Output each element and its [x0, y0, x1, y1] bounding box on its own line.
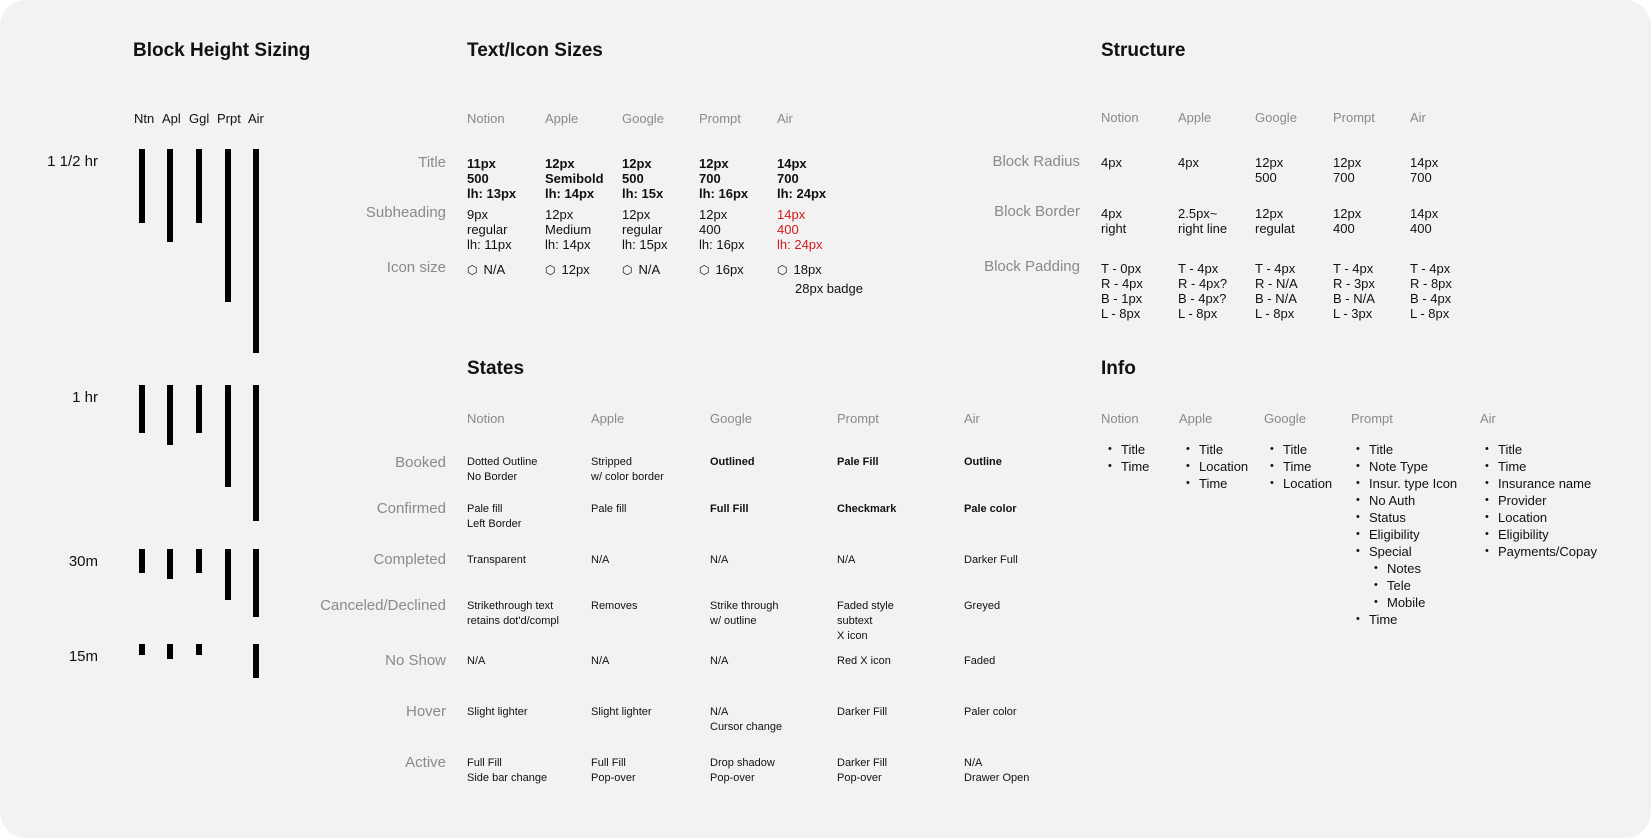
list-item: • Title — [1485, 441, 1597, 458]
list-item: • Title — [1186, 441, 1248, 458]
sts-active-google: Drop shadow Pop-over — [710, 757, 775, 784]
sts-booked-notion: Dotted Outline No Border — [467, 456, 538, 483]
sts-completed-notion: Transparent — [467, 554, 526, 566]
info-col-apple: Apple — [1179, 411, 1213, 426]
list-item: • Time — [1108, 458, 1149, 475]
ti-col-prompt: Prompt — [699, 111, 741, 126]
states-title: States — [467, 358, 525, 379]
ti-row-title: Title — [418, 154, 446, 171]
ti-title-prompt: 12px 700 lh: 16px — [699, 156, 749, 201]
sts-completed-apple: N/A — [591, 554, 610, 566]
info-title: Info — [1101, 358, 1136, 379]
sts-canceled-notion: Strikethrough text retains dot'd/compl — [467, 600, 559, 627]
ti-icon-google-value: N/A — [638, 262, 661, 277]
sts-noshow-notion: N/A — [467, 655, 486, 667]
info-col-notion: Notion — [1101, 411, 1139, 426]
sts-noshow-air: Faded — [964, 655, 996, 667]
list-item: • Eligibility — [1485, 526, 1597, 543]
bh-label-15m: 15m — [68, 648, 98, 665]
st-radius-google: 12px 500 — [1255, 155, 1284, 185]
list-item: • Location — [1485, 509, 1597, 526]
sts-hover-google: N/A Cursor change — [710, 706, 783, 733]
sts-confirmed-prompt: Checkmark — [837, 503, 897, 515]
bh-col-air: Air — [248, 111, 264, 126]
st-border-prompt: 12px 400 — [1333, 206, 1362, 236]
bh-col-ggl: Ggl — [189, 111, 210, 126]
bar-ntn-15m — [139, 644, 145, 655]
list-item: • Location — [1270, 475, 1332, 492]
sts-completed-google: N/A — [710, 554, 729, 566]
st-padding-notion: T - 0px R - 4px B - 1px L - 8px — [1101, 261, 1143, 321]
ti-icon-google — [622, 262, 660, 278]
text-icon-title: Text/Icon Sizes — [467, 40, 603, 61]
info-list-notion — [1108, 441, 1149, 475]
st-padding-apple: T - 4px R - 4px? B - 4px? L - 8px — [1178, 261, 1228, 321]
sts-hover-notion: Slight lighter — [467, 706, 528, 718]
sts-col-prompt: Prompt — [837, 411, 879, 426]
sts-hover-prompt: Darker Fill — [837, 706, 888, 718]
sts-row-booked: Booked — [395, 454, 446, 471]
sts-active-prompt: Darker Fill Pop-over — [837, 757, 888, 784]
list-item: • Special — [1356, 543, 1457, 560]
sts-active-notion: Full Fill Side bar change — [467, 757, 548, 784]
st-padding-prompt: T - 4px R - 3px B - N/A L - 3px — [1333, 261, 1375, 321]
ti-icon-notion — [467, 262, 505, 278]
list-subitem: • Tele — [1356, 577, 1457, 594]
list-item: • Title — [1108, 441, 1149, 458]
list-item: • No Auth — [1356, 492, 1457, 509]
st-row-padding: Block Padding — [984, 258, 1080, 275]
list-item: • Time — [1186, 475, 1248, 492]
ti-col-apple: Apple — [545, 111, 579, 126]
bar-ggl-60m — [196, 385, 202, 433]
list-item: • Title — [1270, 441, 1332, 458]
bar-ntn-90m — [139, 149, 145, 223]
sts-row-confirmed: Confirmed — [376, 500, 446, 517]
block-height-title: Block Height Sizing — [133, 40, 311, 61]
sts-noshow-apple: N/A — [591, 655, 610, 667]
st-border-apple: 2.5px~ right line — [1178, 206, 1228, 236]
info-list-prompt — [1356, 441, 1457, 628]
ti-row-icon-size: Icon size — [386, 259, 446, 276]
list-subitem: • Notes — [1356, 560, 1457, 577]
hexagon-icon: ⬡ — [467, 263, 478, 277]
sts-booked-apple: Stripped w/ color border — [591, 456, 664, 483]
st-col-apple: Apple — [1178, 110, 1212, 125]
sts-row-canceled: Canceled/Declined — [320, 597, 446, 614]
ti-row-subheading: Subheading — [365, 204, 446, 221]
st-border-google: 12px regulat — [1255, 206, 1295, 236]
hexagon-icon: ⬡ — [777, 263, 788, 277]
ti-title-air: 14px 700 lh: 24px — [777, 156, 827, 201]
bar-prpt-60m — [225, 385, 231, 487]
bh-label-90m: 1 1/2 hr — [47, 153, 98, 170]
st-radius-prompt: 12px 700 — [1333, 155, 1362, 185]
ti-title-notion: 11px 500 lh: 13px — [467, 156, 517, 201]
st-radius-apple: 4px — [1178, 155, 1199, 170]
sts-col-notion: Notion — [467, 411, 505, 426]
ti-icon-apple-value: 12px — [561, 262, 590, 277]
sts-row-active: Active — [405, 754, 446, 771]
info-col-google: Google — [1264, 411, 1306, 426]
st-padding-google: T - 4px R - N/A B - N/A L - 8px — [1255, 261, 1298, 321]
sts-completed-prompt: N/A — [837, 554, 856, 566]
sts-canceled-apple: Removes — [591, 600, 638, 612]
bar-ntn-60m — [139, 385, 145, 433]
ti-icon-air-badge: 28px badge — [795, 281, 863, 296]
sts-completed-air: Darker Full — [964, 554, 1018, 566]
sts-noshow-prompt: Red X icon — [837, 655, 891, 667]
bar-prpt-30m — [225, 549, 231, 600]
hexagon-icon: ⬡ — [622, 263, 633, 277]
sts-row-completed: Completed — [373, 551, 446, 568]
bar-ggl-15m — [196, 644, 202, 655]
info-list-google — [1270, 441, 1332, 492]
sts-canceled-prompt: Faded style subtext X icon — [837, 600, 894, 642]
sts-hover-air: Paler color — [964, 706, 1017, 718]
ti-sub-air: 14px 400 lh: 24px — [777, 207, 823, 252]
bh-label-60m: 1 hr — [72, 389, 98, 406]
bar-air-30m — [253, 549, 259, 617]
sts-col-air: Air — [964, 411, 980, 426]
hexagon-icon: ⬡ — [699, 263, 710, 277]
bar-apl-90m — [167, 149, 173, 242]
list-item: • Time — [1356, 611, 1457, 628]
bar-air-60m — [253, 385, 259, 521]
ti-title-apple: 12px Semibold lh: 14px — [545, 156, 604, 201]
list-item: • Note Type — [1356, 458, 1457, 475]
hexagon-icon: ⬡ — [545, 263, 556, 277]
bar-apl-15m — [167, 644, 173, 659]
ti-sub-notion: 9px regular lh: 11px — [467, 207, 512, 252]
sts-row-hover: Hover — [405, 703, 446, 720]
list-item: • Status — [1356, 509, 1457, 526]
list-subitem: • Mobile — [1356, 594, 1457, 611]
list-item: • Provider — [1485, 492, 1597, 509]
ti-icon-apple — [545, 262, 590, 278]
info-col-air: Air — [1480, 411, 1496, 426]
ti-icon-air-value: 18px — [793, 262, 822, 277]
list-item: • Eligibility — [1356, 526, 1457, 543]
bar-apl-60m — [167, 385, 173, 445]
bh-label-30m: 30m — [68, 553, 98, 570]
bar-apl-30m — [167, 549, 173, 579]
sts-booked-air: Outline — [964, 456, 1002, 468]
st-radius-air: 14px 700 — [1410, 155, 1439, 185]
ti-title-google: 12px 500 lh: 15x — [622, 156, 664, 201]
list-item: • Location — [1186, 458, 1248, 475]
bar-ntn-30m — [139, 549, 145, 573]
st-border-air: 14px 400 — [1410, 206, 1439, 236]
ti-icon-prompt-value: 16px — [715, 262, 744, 277]
list-item: • Insur. type Icon — [1356, 475, 1457, 492]
list-item: • Payments/Copay — [1485, 543, 1597, 560]
bh-col-prpt: Prpt — [217, 111, 241, 126]
ti-col-notion: Notion — [467, 111, 505, 126]
ti-sub-prompt: 12px 400 lh: 16px — [699, 207, 745, 252]
bar-prpt-90m — [225, 149, 231, 302]
ti-icon-air — [777, 262, 822, 278]
info-list-apple — [1186, 441, 1248, 492]
ti-icon-notion-value: N/A — [483, 262, 506, 277]
sts-hover-apple: Slight lighter — [591, 706, 652, 718]
list-item: • Time — [1270, 458, 1332, 475]
st-border-notion: 4px right — [1101, 206, 1127, 236]
bar-ggl-90m — [196, 149, 202, 223]
sts-col-apple: Apple — [591, 411, 625, 426]
sts-row-noshow: No Show — [385, 652, 446, 669]
info-list-air — [1485, 441, 1597, 560]
sts-confirmed-air: Pale color — [964, 503, 1017, 515]
sts-confirmed-notion: Pale fill Left Border — [467, 503, 522, 530]
bar-air-15m — [253, 644, 259, 678]
list-item: • Title — [1356, 441, 1457, 458]
structure-title: Structure — [1101, 40, 1186, 61]
st-col-prompt: Prompt — [1333, 110, 1375, 125]
bh-col-apl: Apl — [162, 111, 181, 126]
st-col-notion: Notion — [1101, 110, 1139, 125]
list-item: • Insurance name — [1485, 475, 1597, 492]
st-row-radius: Block Radius — [992, 153, 1080, 170]
sts-col-google: Google — [710, 411, 752, 426]
sts-canceled-air: Greyed — [964, 600, 1001, 612]
sts-confirmed-google: Full Fill — [710, 503, 749, 515]
ti-sub-apple: 12px Medium lh: 14px — [545, 207, 592, 252]
bar-ggl-30m — [196, 549, 202, 573]
sts-confirmed-apple: Pale fill — [591, 503, 627, 515]
list-item: • Time — [1485, 458, 1597, 475]
sts-noshow-google: N/A — [710, 655, 729, 667]
sts-booked-prompt: Pale Fill — [837, 456, 879, 468]
ti-icon-prompt — [699, 262, 744, 278]
st-col-air: Air — [1410, 110, 1426, 125]
sts-booked-google: Outlined — [710, 456, 755, 468]
sts-canceled-google: Strike through w/ outline — [710, 600, 779, 627]
st-row-border: Block Border — [994, 203, 1080, 220]
sts-active-air: N/A Drawer Open — [964, 757, 1030, 784]
st-padding-air: T - 4px R - 8px B - 4px L - 8px — [1410, 261, 1452, 321]
st-col-google: Google — [1255, 110, 1297, 125]
info-col-prompt: Prompt — [1351, 411, 1393, 426]
ti-sub-google: 12px regular lh: 15px — [622, 207, 668, 252]
sts-active-apple: Full Fill Pop-over — [591, 757, 636, 784]
st-radius-notion: 4px — [1101, 155, 1122, 170]
bh-col-ntn: Ntn — [134, 111, 155, 126]
ti-col-google: Google — [622, 111, 664, 126]
ti-col-air: Air — [777, 111, 793, 126]
bar-air-90m — [253, 149, 259, 353]
